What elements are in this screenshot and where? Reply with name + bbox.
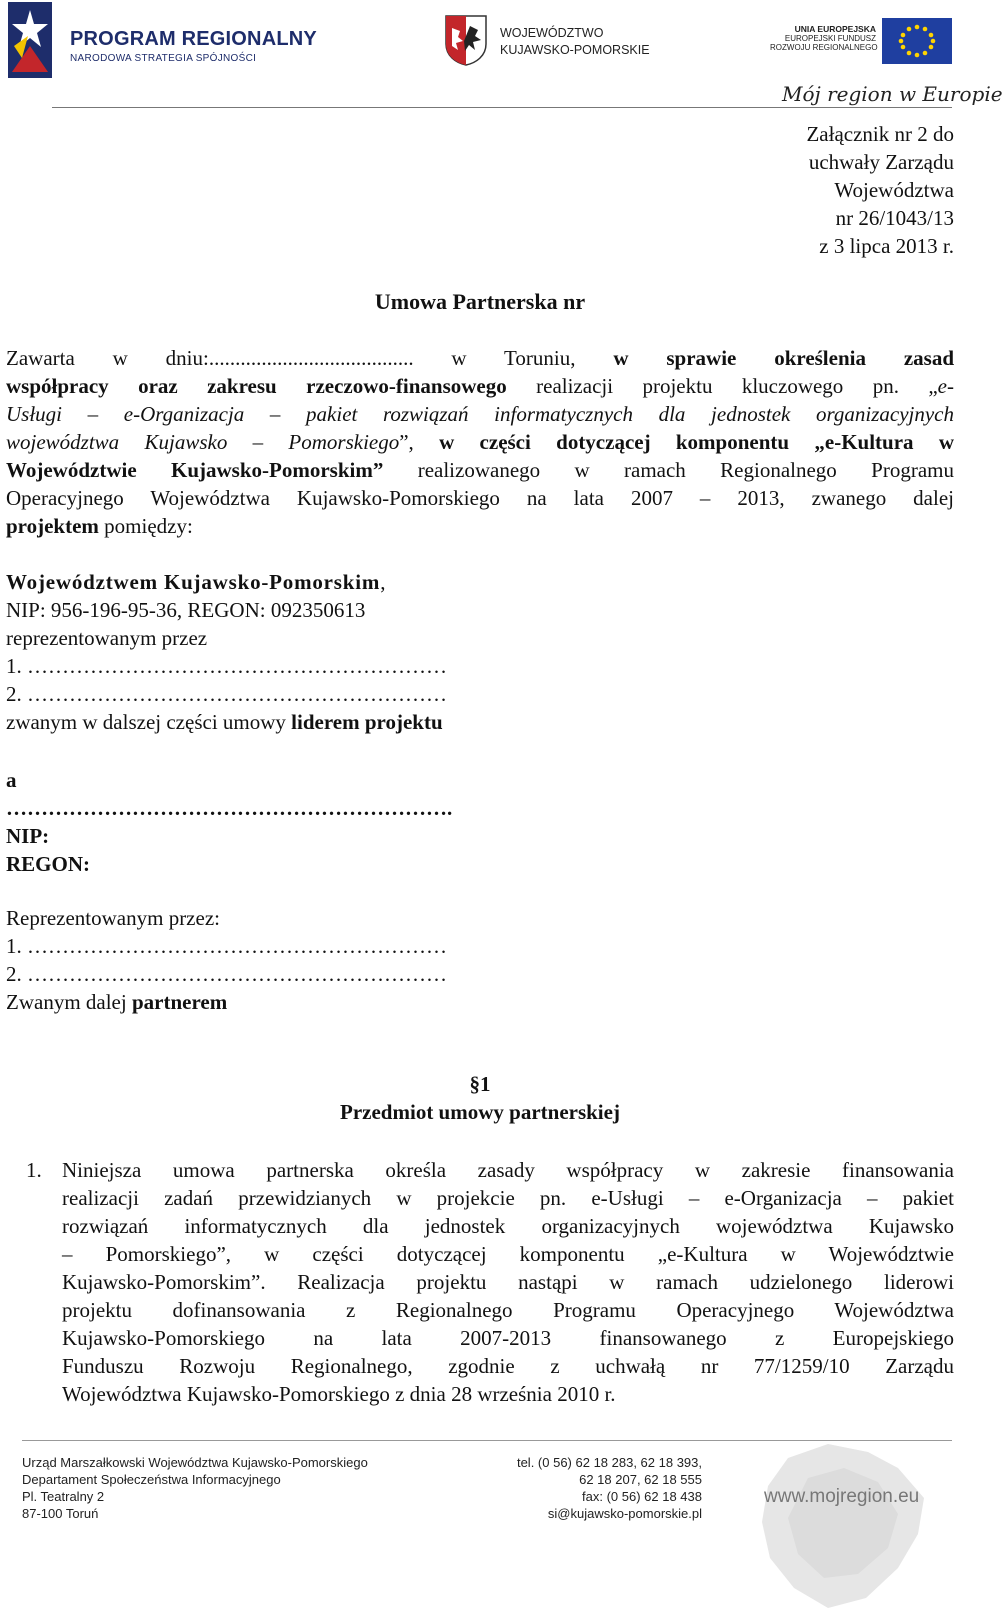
leader-name: Województwem Kujawsko-Pomorskim, [6, 570, 386, 594]
footer-address [22, 1454, 368, 1522]
footer-office: Urząd Marszałkowski Województwa Kujawsko-Pomorskiego [22, 1455, 368, 1470]
intro-paragraph [6, 344, 954, 540]
footer-email[interactable]: si@kujawsko-pomorskie.pl [547, 1506, 702, 1521]
partner-name-placeholder: ………………………………………………………. [6, 796, 453, 820]
partner-rep2: 2. …………………………………………………… [6, 962, 447, 986]
annex-line1: Załącznik nr 2 do [806, 122, 954, 146]
intro-line: Operacyjnego Województwa Kujawsko-Pomorskiego na lata 2007 – 2013, zwanego dalej [6, 486, 954, 510]
footer-city: 87-100 Toruń [22, 1506, 99, 1521]
paragraph-line: – Pomorskiego”, w części dotyczącej komponentu „e-Kultura w Województwie [62, 1242, 954, 1266]
section-number: §1 [469, 1072, 491, 1096]
partner-nip: NIP: [6, 824, 50, 848]
partner-called: Zwanym dalej partnerem [6, 990, 228, 1014]
annex-line3: Województwa [834, 178, 954, 202]
slogan: Mój region w Europie [782, 82, 1003, 106]
section-title: Przedmiot umowy partnerskiej [340, 1100, 620, 1124]
party-partner [6, 766, 954, 878]
header-divider [52, 107, 952, 108]
item-number: 1. [26, 1158, 42, 1182]
footer-street: Pl. Teatralny 2 [22, 1489, 105, 1504]
paragraph-line: rozwiązań informatycznych dla jednostek organizacyjnych województwa Kujawsko [62, 1214, 954, 1238]
annex-line4: nr 26/1043/13 [835, 206, 954, 230]
leader-rep2: 2. …………………………………………………… [6, 682, 447, 706]
voivodeship-logo [444, 14, 664, 74]
leader-called: zwanym w dalszej części umowy liderem projektu [6, 710, 443, 734]
paragraph-line: projektu dofinansowania z Regionalnego Programu Operacyjnego Województwa [62, 1298, 954, 1322]
eu-line3: ROZWOJU REGIONALNEGO [770, 43, 878, 52]
footer-fax: fax: (0 56) 62 18 438 [582, 1489, 702, 1504]
party-leader [6, 568, 954, 736]
paragraph-line: Niniejsza umowa partnerska określa zasady współpracy w zakresie finansowania [62, 1158, 954, 1182]
paragraph-line: realizacji zadań przewidzianych w projekcie pn. e-Usługi – e-Organizacja – pakiet [62, 1186, 954, 1210]
program-subtitle: NARODOWA STRATEGIA SPÓJNOŚCI [70, 53, 257, 64]
partner-a: a [6, 768, 17, 792]
voivodeship-line2: KUJAWSKO-POMORSKIE [500, 43, 650, 57]
voivodeship-line1: WOJEWÓDZTWO [500, 26, 604, 40]
paragraph-line: Województwa Kujawsko-Pomorskiego z dnia 28 września 2010 r. [62, 1382, 616, 1406]
paragraph-line: Kujawsko-Pomorskim”. Realizacja projektu nastąpi w ramach udzielonego liderowi [62, 1270, 954, 1294]
intro-line: Województwie Kujawsko-Pomorskim” realizowanego w ramach Regionalnego Programu [6, 458, 954, 482]
intro-line: Zawarta w dniu:....................................... w Toruniu, w sprawie określenia zasad [6, 346, 955, 370]
program-regionalny-emblem [8, 2, 52, 78]
document-title: Umowa Partnerska nr [374, 289, 586, 314]
annex-line5: z 3 lipca 2013 r. [819, 234, 954, 258]
footer-url[interactable]: www.mojregion.eu [764, 1486, 920, 1507]
partner-representatives [6, 904, 954, 1016]
program-regionalny-logo [8, 2, 317, 78]
eu-flag-icon [882, 18, 952, 64]
footer-tel1: tel. (0 56) 62 18 283, 62 18 393, [516, 1455, 702, 1470]
intro-line: projektem pomiędzy: [6, 514, 193, 538]
partner-regon: REGON: [6, 852, 90, 876]
region-map-icon [748, 1438, 938, 1614]
paragraph-line: Kujawsko-Pomorskiego na lata 2007-2013 finansowanego z Europejskiego [62, 1326, 954, 1350]
leader-rep-label: reprezentowanym przez [6, 626, 208, 650]
eu-fund-logo [770, 18, 960, 78]
voivodeship-crest-icon [444, 14, 488, 66]
intro-line: współpracy oraz zakresu rzeczowo-finansowego realizacji projektu kluczowego pn. „e- [6, 374, 954, 398]
eu-line2: EUROPEJSKI FUNDUSZ [784, 34, 876, 43]
annex-line2: uchwały Zarządu [808, 150, 954, 174]
leader-ids: NIP: 956-196-95-36, REGON: 092350613 [6, 598, 366, 622]
footer-tel2: 62 18 207, 62 18 555 [579, 1472, 702, 1487]
eu-line1: UNIA EUROPEJSKA [794, 24, 876, 34]
annex-note [754, 120, 954, 260]
partner-rep1: 1. …………………………………………………… [6, 934, 447, 958]
footer-department: Departament Społeczeństwa Informacyjnego [22, 1472, 281, 1487]
intro-line: Usługi – e-Organizacja – pakiet rozwiązań informatycznych dla jednostek organizacyjnych [6, 402, 954, 426]
intro-line: województwa Kujawsko – Pomorskiego”, w części dotyczącej komponentu „e-Kultura w [6, 430, 954, 454]
program-name: PROGRAM REGIONALNY [70, 28, 317, 50]
partner-rep-label: Reprezentowanym przez: [6, 906, 220, 930]
footer-contact [470, 1454, 702, 1522]
leader-rep1: 1. …………………………………………………… [6, 654, 447, 678]
section-paragraph [62, 1156, 954, 1408]
paragraph-line: Funduszu Rozwoju Regionalnego, zgodnie z uchwałą nr 77/1259/10 Zarządu [62, 1354, 954, 1378]
